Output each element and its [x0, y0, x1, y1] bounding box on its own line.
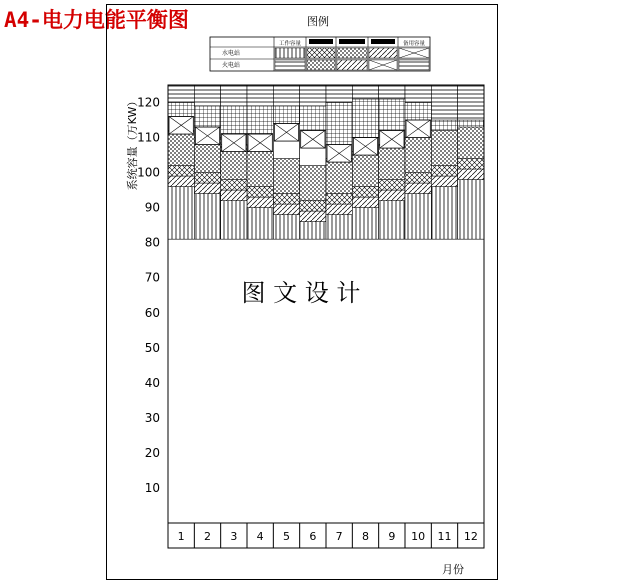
- y-tick-label: 100: [137, 165, 160, 180]
- legend-column-label: 工作容量: [278, 41, 302, 47]
- x-tick-label: 10: [411, 530, 426, 543]
- legend-header-bar: [309, 39, 333, 44]
- band-vertical-6: [300, 222, 326, 240]
- y-tick-label: 70: [144, 270, 160, 285]
- x-tick-label: 3: [230, 530, 238, 543]
- x-tick-label: 8: [362, 530, 369, 543]
- band-vertical-7: [326, 215, 352, 240]
- x-tick-label: 7: [335, 530, 343, 543]
- y-tick-label: 90: [144, 200, 160, 215]
- legend-column-label: 备用容量: [402, 41, 426, 47]
- legend-swatch-row2: [275, 60, 305, 70]
- band-vertical-9: [379, 201, 405, 240]
- chart-sheet: [106, 4, 498, 580]
- band-vertical-4: [247, 208, 273, 240]
- legend-header-bar: [339, 39, 365, 44]
- plot-area: [137, 85, 484, 548]
- y-tick-label: 80: [144, 235, 160, 250]
- band-vertical-10: [405, 194, 431, 240]
- y-tick-label: 60: [144, 305, 160, 320]
- legend-swatch-row1: [369, 48, 397, 58]
- legend-swatch-row2: [399, 60, 429, 70]
- y-tick-label: 120: [137, 95, 160, 110]
- band-vertical-2: [194, 194, 220, 240]
- page-title: A4-电力电能平衡图: [4, 8, 189, 32]
- band-vertical-12: [458, 180, 484, 240]
- power-balance-chart: [107, 5, 499, 581]
- x-tick-label: 9: [388, 530, 396, 543]
- watermark-text: 图 文 设 计: [241, 279, 361, 307]
- x-tick-label: 1: [177, 530, 185, 543]
- band-vertical-8: [352, 208, 378, 240]
- band-vertical-1: [168, 187, 194, 240]
- legend-header-bar: [371, 39, 395, 44]
- y-tick-label: 20: [144, 445, 160, 460]
- legend-swatch-row1: [307, 48, 335, 58]
- band-vertical-3: [221, 201, 247, 240]
- x-tick-label: 6: [309, 530, 317, 543]
- x-tick-label: 12: [463, 530, 478, 543]
- x-tick-label: 4: [256, 530, 264, 543]
- legend-swatch-row2: [337, 60, 367, 70]
- band-vertical-5: [273, 215, 299, 240]
- legend-swatch-row2: [307, 60, 335, 70]
- y-tick-label: 10: [144, 480, 160, 495]
- legend-row-label: 水电站: [222, 50, 241, 57]
- y-tick-label: 40: [144, 375, 160, 390]
- legend-swatch-row1: [337, 48, 367, 58]
- y-tick-label: 30: [144, 410, 160, 425]
- x-axis-label: 月份: [442, 563, 464, 576]
- x-tick-label: 11: [437, 530, 452, 543]
- y-tick-label: 50: [144, 340, 160, 355]
- y-axis-label: 系统容量（万KW）: [126, 95, 139, 191]
- y-tick-label: 110: [137, 130, 160, 145]
- x-tick-label: 2: [204, 530, 211, 543]
- legend-swatch-row1: [275, 48, 305, 58]
- band-vertical-11: [431, 187, 457, 240]
- legend: [210, 37, 430, 71]
- legend-row-label: 火电站: [222, 62, 241, 69]
- legend-title: 图例: [307, 15, 329, 28]
- x-tick-label: 5: [283, 530, 290, 543]
